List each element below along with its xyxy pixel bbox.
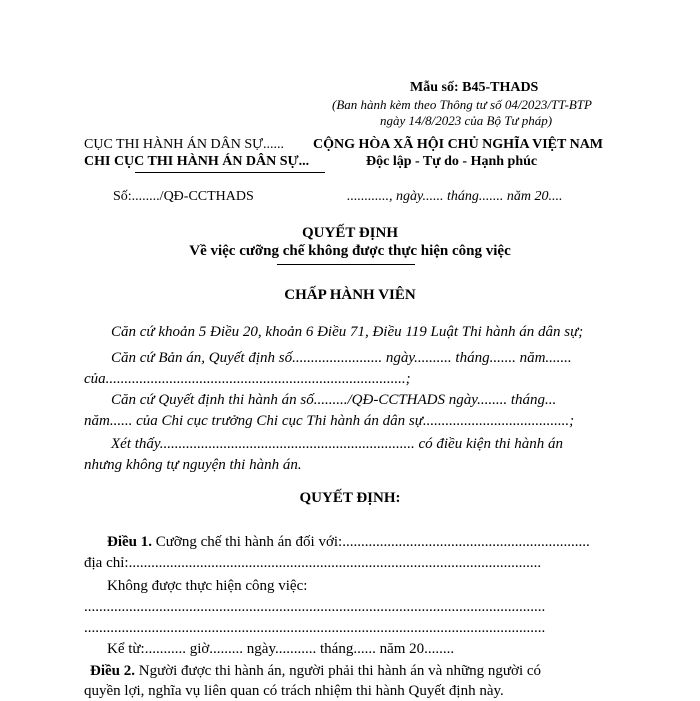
basis-line-1: Căn cứ khoản 5 Điều 20, khoản 6 Điều 71, Điều 119 Luật Thi hành án dân sự; — [111, 324, 584, 340]
agency-parent: CỤC THI HÀNH ÁN DÂN SỰ...... — [84, 137, 284, 152]
agency-name: CHI CỤC THI HÀNH ÁN DÂN SỰ... — [84, 154, 310, 169]
form-issued-line2: ngày 14/8/2023 của Bộ Tư pháp) — [380, 113, 553, 128]
article-1-label: Điều 1. — [107, 534, 152, 550]
document-title: QUYẾT ĐỊNH — [302, 225, 398, 241]
article-2-line — [90, 661, 541, 681]
basis-line-4b: nhưng không tự nguyện thi hành án. — [84, 457, 302, 473]
decision-heading: QUYẾT ĐỊNH: — [299, 490, 401, 506]
motto: Độc lập - Tự do - Hạnh phúc — [366, 154, 538, 169]
article-2-label: Điều 2. — [90, 663, 135, 679]
article-1-dots-1: ........................................................................................................................... — [84, 599, 546, 615]
document-subject: Về việc cưỡng chế không được thực hiện công việc — [189, 243, 511, 259]
article-1-line — [107, 532, 590, 552]
form-issued-line1: (Ban hành kèm theo Thông tư số 04/2023/TT-BTP — [332, 97, 592, 112]
article-2-line-b: quyền lợi, nghĩa vụ liên quan có trách nhiệm thi hành Quyết định này. — [84, 683, 504, 699]
issuer-title: CHẤP HÀNH VIÊN — [284, 287, 416, 303]
basis-line-3b: năm...... của Chi cục trưởng Chi cục Thi hành án dân sự.......................................; — [84, 413, 575, 429]
form-code: Mẫu số: B45-THADS — [410, 80, 539, 95]
agency-underline — [135, 172, 325, 173]
basis-line-4a: Xét thấy.................................................................... có điều kiện thi hành án — [111, 436, 564, 452]
document-date: ............, ngày...... tháng....... năm 20.... — [347, 189, 563, 204]
article-1-dots-2: ........................................................................................................................... — [84, 620, 546, 636]
article-1-time: Kể từ:........... giờ......... ngày........... tháng...... năm 20........ — [107, 641, 455, 657]
article-1-address: địa chỉ:.............................................................................................................. — [84, 555, 542, 571]
basis-line-2b: của................................................................................; — [84, 371, 411, 387]
article-1-task-label: Không được thực hiện công việc: — [107, 578, 308, 594]
basis-line-3a: Căn cứ Quyết định thi hành án số........./QĐ-CCTHADS ngày........ tháng... — [111, 392, 557, 408]
document-number: Số:......../QĐ-CCTHADS — [113, 189, 254, 204]
basis-line-2a: Căn cứ Bản án, Quyết định số........................ ngày.......... tháng....... năm....... — [111, 350, 572, 366]
article-2-text: Người được thi hành án, người phải thi hành án và những người có — [135, 663, 542, 679]
subject-underline — [277, 264, 415, 265]
nation-title: CỘNG HÒA XÃ HỘI CHỦ NGHĨA VIỆT NAM — [313, 137, 604, 152]
article-1-text: Cưỡng chế thi hành án đối với:.................................................................. — [152, 534, 590, 550]
